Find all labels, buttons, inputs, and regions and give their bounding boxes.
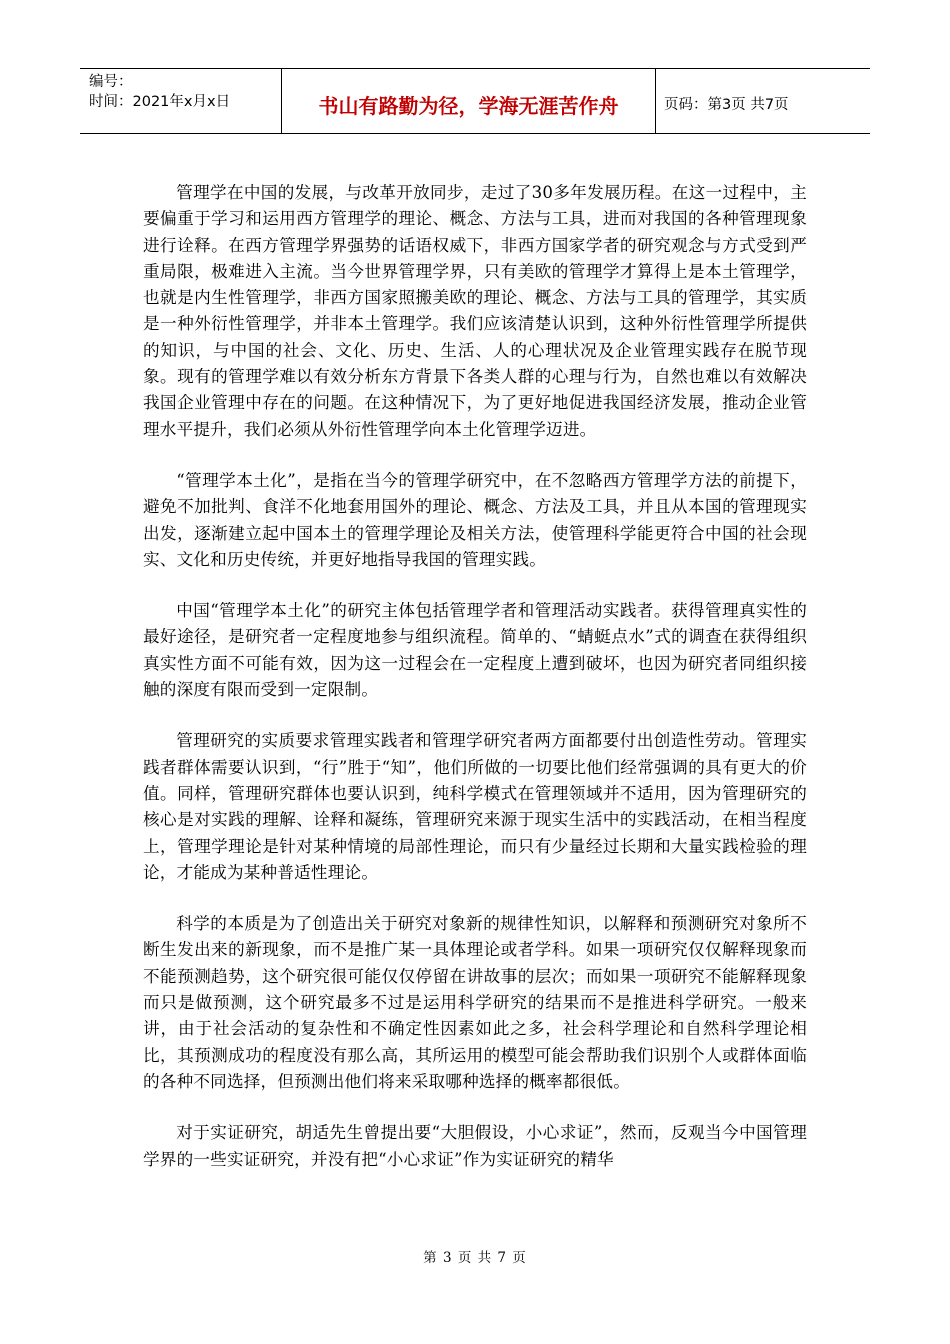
document-time-label: 时间：2021年x月x日 xyxy=(89,94,231,110)
paragraph: 对于实证研究，胡适先生曾提出要“大胆假设，小心求证”，然而，反观当今中国管理学界的一些实证研究，并没有把“小心求证”作为实证研究的精华 xyxy=(143,1123,807,1169)
paragraph: 中国“管理学本土化”的研究主体包括管理学者和管理活动实践者。获得管理真实性的最好途径，是研究者一定程度地参与组织流程。简单的、“蜻蜓点水”式的调查在获得组织真实性方面不可能有效，因为这一过程会在一定程度上遭到破坏，也因为研究者同组织接触的深度有限而受到一定限制。 xyxy=(143,601,807,700)
header-page-cell xyxy=(656,69,870,133)
header-page-info: 页码：第3页 共7页 xyxy=(664,96,789,113)
paragraph: “管理学本土化”，是指在当今的管理学研究中，在不忽略西方管理学方法的前提下，避免不加批判、食洋不化地套用国外的理论、概念、方法及工具，并且从本国的管理现实出发，逐渐建立起中国本土的管理学理论及相关方法，使管理科学能更符合中国的社会现实、文化和历史传统，并更好地指导我国的管理实践。 xyxy=(143,470,807,569)
paragraph: 管理学在中国的发展，与改革开放同步，走过了30多年发展历程。在这一过程中，主要偏重于学习和运用西方管理学的理论、概念、方法与工具，进而对我国的各种管理现象进行诠释。在西方管理学界强势的话语权威下，非西方国家学者的研究观念与方式受到严重局限，极难进入主流。当今世界管理学界，只有美欧的管理学才算得上是本土管理学，也就是内生性管理学，非西方国家照搬美欧的理论、概念、方法与工具的管理学，其实质是一种外衍性管理学，并非本土管理学。我们应该清楚认识到，这种外衍性管理学所提供的知识，与中国的社会、文化、历史、生活、人的心理状况及企业管理实践存在脱节现象。现有的管理学难以有效分析东方背景下各类人群的心理与行为，自然也难以有效解决我国企业管理中存在的问题。在这种情况下，为了更好地促进我国经济发展，推动企业管理水平提升，我们必须从外衍性管理学向本土化管理学迈进。 xyxy=(143,183,807,439)
paragraph: 科学的本质是为了创造出关于研究对象新的规律性知识，以解释和预测研究对象所不断生发出来的新现象，而不是推广某一具体理论或者学科。如果一项研究仅仅解释现象而不能预测趋势，这个研究很可能仅仅停留在讲故事的层次；而如果一项研究不能解释现象而只是做预测，这个研究最多不过是运用科学研究的结果而不是推进科学研究。一般来讲，由于社会活动的复杂性和不确定性因素如此之多，社会科学理论和自然科学理论相比，其预测成功的程度没有那么高，其所运用的模型可能会帮助我们识别个人或群体面临的各种不同选择，但预测出他们将来采取哪种选择的概率都很低。 xyxy=(143,914,807,1091)
page-footer: 第 3 页 共 7 页 xyxy=(423,1250,527,1266)
document-body xyxy=(143,180,807,1198)
header-meta-cell xyxy=(80,69,282,133)
header-motto-cell xyxy=(282,69,656,133)
header-table xyxy=(80,68,870,134)
paragraph: 管理研究的实质要求管理实践者和管理学研究者两方面都要付出创造性劳动。管理实践者群体需要认识到，“行”胜于“知”，他们所做的一切要比他们经常强调的具有更大的价值。同样，管理研究群体也要认识到，纯科学模式在管理领域并不适用，因为管理研究的核心是对实践的理解、诠释和凝练，管理研究来源于现实生活中的实践活动，在相当程度上，管理学理论是针对某种情境的局部性理论，而只有少量经过长期和大量实践检验的理论，才能成为某种普适性理论。 xyxy=(143,731,807,882)
header-motto: 书山有路勤为径，学海无涯苦作舟 xyxy=(318,93,619,118)
document-number-label: 编号： xyxy=(89,74,133,90)
